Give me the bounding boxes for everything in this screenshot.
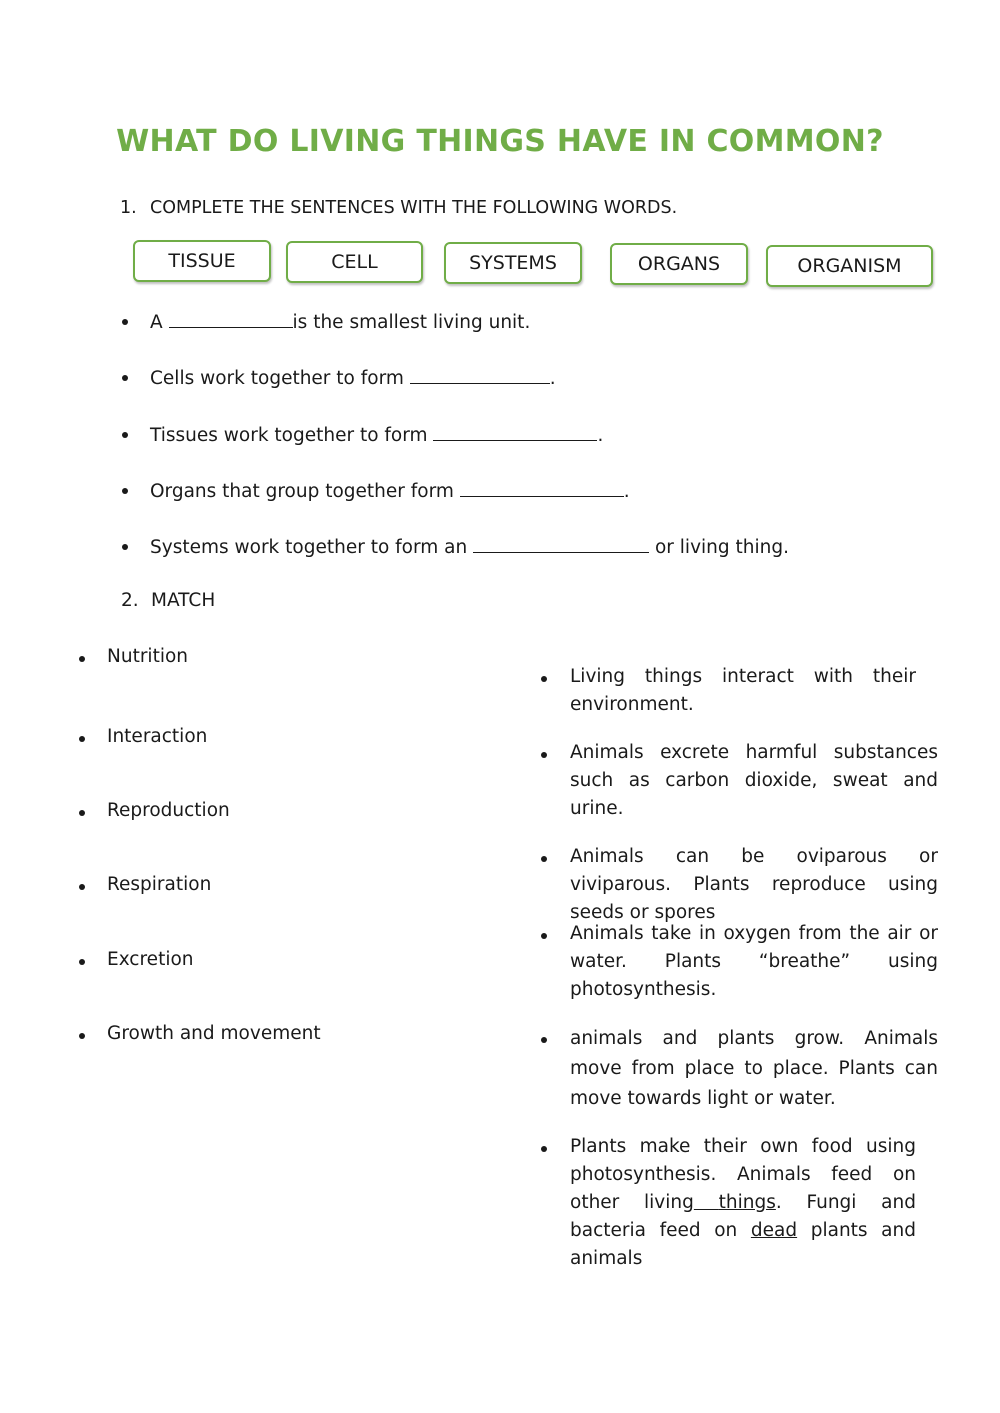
sentence-5-before: Systems work together to form an — [150, 537, 474, 558]
sentence-2-after: . — [549, 368, 556, 389]
sentence-3 — [150, 422, 603, 446]
sentence-5-blank[interactable] — [473, 534, 649, 553]
term-respiration: Respiration — [107, 874, 212, 895]
sentence-4-blank[interactable] — [460, 478, 624, 497]
bullet-icon — [79, 959, 85, 965]
sentence-4-before: Organs that group together form — [150, 481, 460, 502]
sentence-4-after: . — [623, 481, 630, 502]
word-box-systems: SYSTEMS — [444, 242, 582, 284]
term-excretion: Excretion — [107, 949, 194, 970]
bullet-icon — [79, 736, 85, 742]
bullet-icon — [79, 810, 85, 816]
sentence-3-before: Tissues work together to form — [150, 425, 434, 446]
sentence-1-before: A — [150, 312, 169, 333]
exercise-2-instruction — [121, 590, 215, 611]
sentence-5 — [150, 534, 789, 558]
bullet-icon — [541, 676, 547, 682]
page-title: WHAT DO LIVING THINGS HAVE IN COMMON? — [116, 124, 884, 159]
exercise-2-number: 2. — [121, 590, 139, 611]
bullet-icon — [79, 1033, 85, 1039]
bullet-icon — [541, 933, 547, 939]
sentence-4 — [150, 478, 630, 502]
sentence-2-before: Cells work together to form — [150, 368, 410, 389]
bullet-icon — [122, 488, 128, 494]
sentence-3-after: . — [597, 425, 604, 446]
bullet-icon — [122, 319, 128, 325]
bullet-icon — [79, 656, 85, 662]
bullet-icon — [541, 1037, 547, 1043]
definition-nutrition-dead: dead — [750, 1220, 798, 1241]
bullet-icon — [79, 884, 85, 890]
sentence-1 — [150, 309, 530, 333]
definition-excretion: Animals excrete harmful substances such as carbon dioxide, sweat and urine. — [570, 742, 938, 819]
bullet-icon — [541, 752, 547, 758]
definition-nutrition-things: things — [718, 1192, 776, 1213]
sentence-5-after: or living thing. — [649, 537, 789, 558]
definition-growth-movement: animals and plants grow. Animals move from place to place. Plants can move towards light or water. — [570, 1028, 938, 1109]
bullet-icon — [122, 432, 128, 438]
definition-respiration: Animals take in oxygen from the air or water. Plants “breathe” using photosynthesis. — [570, 923, 938, 1000]
exercise-2-text: MATCH — [151, 590, 216, 611]
sentence-1-after: is the smallest living unit. — [292, 312, 531, 333]
term-growth-movement: Growth and movement — [107, 1023, 321, 1044]
bullet-icon — [122, 375, 128, 381]
sentence-2-blank[interactable] — [410, 365, 550, 384]
exercise-1-text: COMPLETE THE SENTENCES WITH THE FOLLOWING WORDS. — [150, 198, 678, 218]
definition-nutrition — [570, 1133, 916, 1273]
term-nutrition: Nutrition — [107, 646, 189, 667]
definition-nutrition-part-1: Plants make their own food using photosynthesis. Animals feed on other living — [570, 1136, 916, 1213]
bullet-icon — [541, 856, 547, 862]
definition-interaction: Living things interact with their environment. — [570, 666, 916, 715]
term-interaction: Interaction — [107, 726, 208, 747]
word-box-organism: ORGANISM — [766, 245, 933, 287]
sentence-2 — [150, 365, 556, 389]
bullet-icon — [122, 544, 128, 550]
definition-reproduction: Animals can be oviparous or viviparous. Plants reproduce using seeds or spores — [570, 846, 938, 923]
word-box-tissue: TISSUE — [133, 240, 271, 282]
word-box-organs: ORGANS — [610, 243, 748, 285]
word-box-cell: CELL — [286, 241, 423, 283]
term-reproduction: Reproduction — [107, 800, 230, 821]
exercise-1-instruction — [120, 198, 677, 218]
sentence-1-blank[interactable] — [169, 309, 293, 328]
definition-nutrition-part-2: . Fungi and bacteria feed on — [570, 1192, 916, 1241]
definition-nutrition-part-3: plants and animals — [570, 1220, 916, 1269]
sentence-3-blank[interactable] — [433, 422, 597, 441]
exercise-1-number: 1. — [120, 198, 137, 218]
bullet-icon — [541, 1146, 547, 1152]
